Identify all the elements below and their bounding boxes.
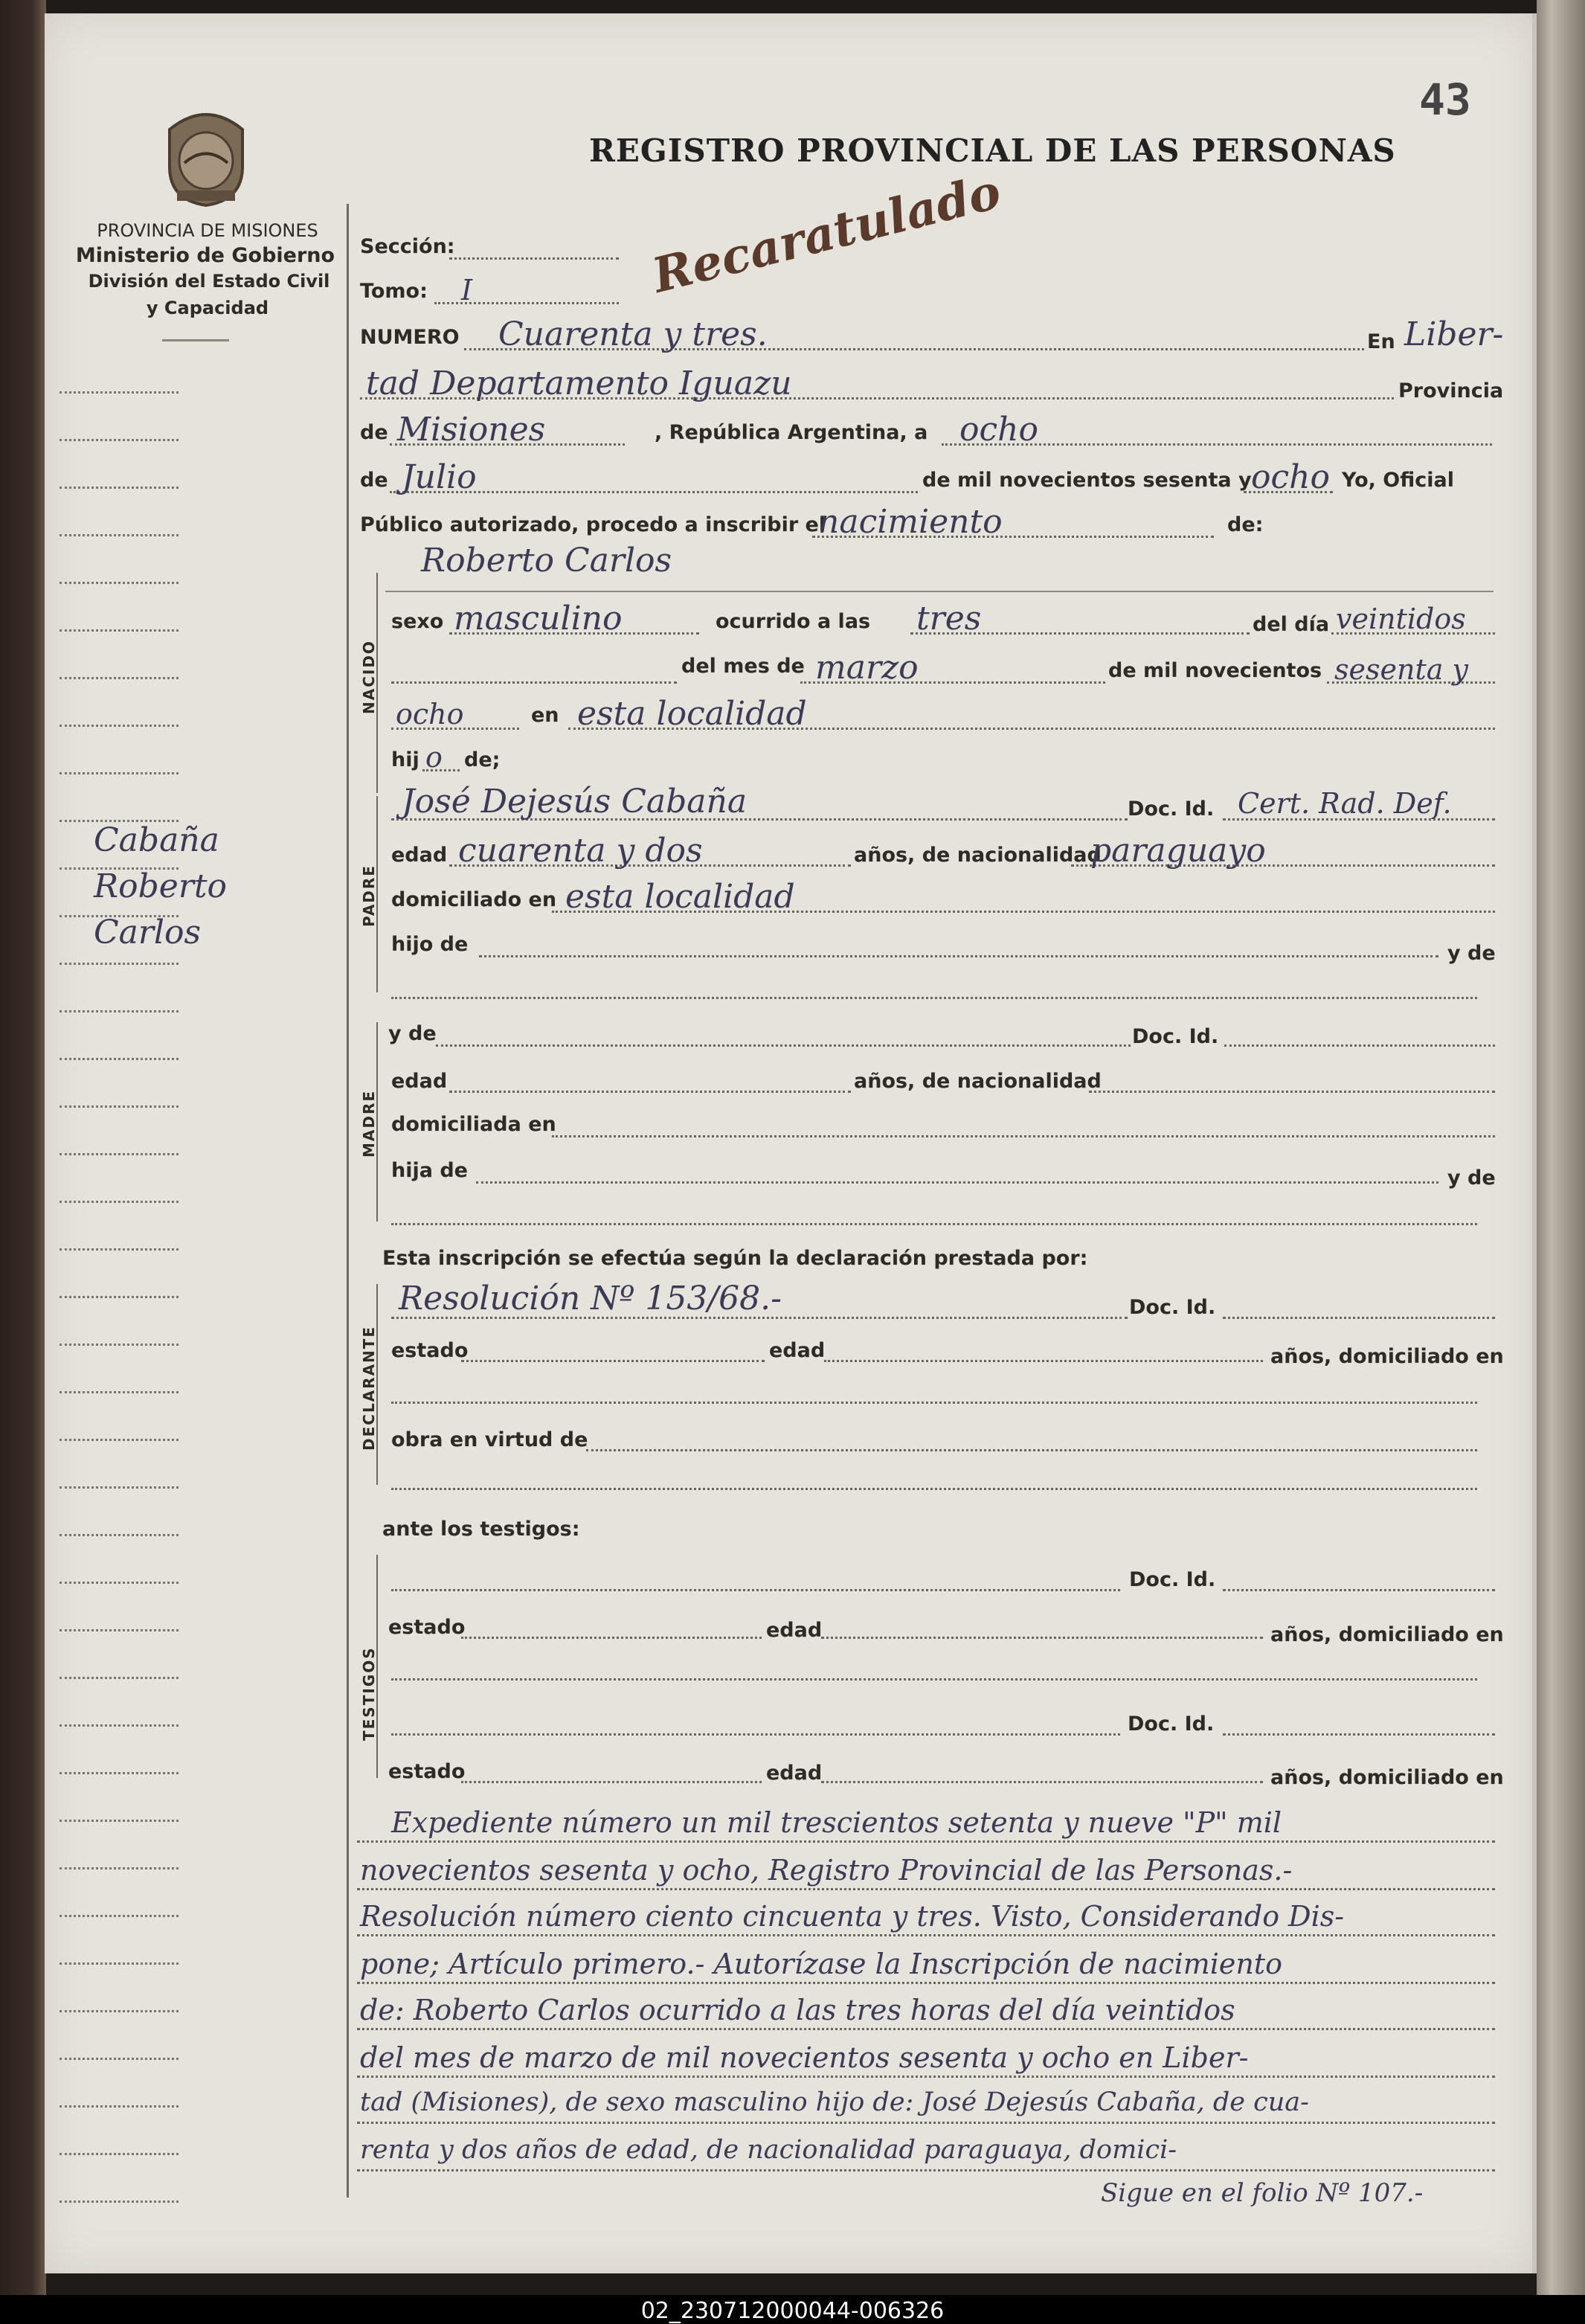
label-de-1: de <box>360 421 388 444</box>
value-padre-nombre: José Dejesús Cabaña <box>402 783 748 821</box>
note-line: novecientos sesenta y ocho, Registro Provincial de las Personas.- <box>360 1854 1293 1887</box>
margin-surname: Cabaña <box>94 821 219 859</box>
note-line: Expediente número un mil trescientos setenta y nueve "P" mil <box>391 1806 1282 1839</box>
provincial-seal-icon <box>155 107 257 208</box>
value-anio-nac: sesenta y <box>1334 653 1468 686</box>
value-en: Liber- <box>1404 315 1504 353</box>
value-mes-nac: marzo <box>815 649 919 687</box>
header-divider <box>162 339 229 341</box>
value-dia: ocho <box>959 411 1038 449</box>
label-declarante-estado: estado <box>391 1339 469 1362</box>
value-anio: ocho <box>1251 458 1330 496</box>
value-acto: nacimiento <box>818 503 1003 541</box>
label-de-2: de <box>360 469 388 492</box>
label-testigo2-edad: edad <box>766 1762 823 1785</box>
margin-name-2: Carlos <box>94 914 202 951</box>
label-testigo1-doc: Doc. Id. <box>1129 1568 1216 1591</box>
label-numero: NUMERO <box>360 326 460 349</box>
page-edges <box>1537 0 1585 2324</box>
label-en: En <box>1367 330 1395 353</box>
label-obra: obra en virtud de <box>391 1428 588 1451</box>
label-provincia: Provincia <box>1398 379 1504 402</box>
value-padre-edad: cuarenta y dos <box>458 832 703 870</box>
page-number: 43 <box>1419 74 1471 125</box>
label-testigo2-anos: años, domiciliado en <box>1270 1766 1504 1789</box>
value-hora: tres <box>916 600 982 638</box>
note-line: tad (Misiones), de sexo masculino hijo de: José Dejesús Cabaña, de cua- <box>360 2087 1309 2117</box>
value-hij-suffix: o <box>425 741 443 774</box>
label-madre-edad: edad <box>391 1070 448 1093</box>
note-line: renta y dos años de edad, de nacionalidad paraguaya, domici- <box>360 2135 1177 2165</box>
label-declarante-doc: Doc. Id. <box>1129 1296 1216 1319</box>
label-padre-nac: años, de nacionalidad <box>854 844 1102 867</box>
label-declarante-anos: años, domiciliado en <box>1270 1345 1504 1368</box>
label-madre-doc: Doc. Id. <box>1132 1025 1219 1048</box>
label-padre-yde: y de <box>1447 942 1496 965</box>
value-numero: Cuarenta y tres. <box>498 315 768 353</box>
label-yo-oficial: Yo, Oficial <box>1342 469 1454 492</box>
label-republica: , República Argentina, a <box>655 421 928 444</box>
label-declarante: DECLARANTE <box>360 1325 378 1451</box>
value-lugar: tad Departamento Iguazu <box>366 365 792 402</box>
label-testigo1-anos: años, domiciliado en <box>1270 1623 1504 1646</box>
label-tomo: Tomo: <box>360 280 428 303</box>
label-testigo2-estado: estado <box>388 1760 466 1783</box>
header-division: División del Estado Civil <box>88 271 330 292</box>
label-de-semi: de; <box>464 748 501 771</box>
label-padre-edad: edad <box>391 844 448 867</box>
value-padre-doc: Cert. Rad. Def. <box>1238 787 1452 820</box>
label-madre-yde: y de <box>388 1022 437 1045</box>
label-testigos-section: TESTIGOS <box>360 1646 378 1741</box>
label-sexo: sexo <box>391 610 444 633</box>
label-padre-hijo: hijo de <box>391 933 469 956</box>
label-nacido: NACIDO <box>360 640 378 714</box>
header-province: PROVINCIA DE MISIONES <box>97 220 318 241</box>
label-padre-doc: Doc. Id. <box>1128 797 1215 821</box>
header-ministry: Ministerio de Gobierno <box>75 244 335 267</box>
label-de-mil: de mil novecientos sesenta y <box>922 469 1252 492</box>
value-mes: Julio <box>402 458 477 496</box>
value-padre-dom: esta localidad <box>565 878 795 916</box>
header-capacity: y Capacidad <box>146 298 269 318</box>
label-testigos: ante los testigos: <box>382 1518 580 1541</box>
label-del-dia: del día <box>1253 613 1330 636</box>
note-line: de: Roberto Carlos ocurrido a las tres horas del día veintidos <box>360 1994 1235 2026</box>
label-ocurrido: ocurrido a las <box>716 610 871 633</box>
label-madre-dom: domiciliada en <box>391 1113 556 1136</box>
continuation-note: Sigue en el folio Nº 107.- <box>1101 2178 1424 2208</box>
label-testigo2-doc: Doc. Id. <box>1128 1712 1215 1736</box>
label-padre-dom: domiciliado en <box>391 888 557 911</box>
label-del-mes: del mes de <box>681 655 805 678</box>
label-de-mil-nov: de mil novecientos <box>1108 659 1322 682</box>
label-publico: Público autorizado, procedo a inscribir el <box>360 513 826 536</box>
value-lugar-nac: esta localidad <box>577 695 807 733</box>
label-testigo1-estado: estado <box>388 1616 466 1639</box>
form-left-border <box>347 204 349 2198</box>
image-id: 02_230712000044-006326 <box>640 2298 945 2324</box>
label-testigo1-edad: edad <box>766 1619 823 1642</box>
label-madre: MADRE <box>360 1089 378 1158</box>
label-seccion: Sección: <box>360 235 455 258</box>
value-declarante: Resolución Nº 153/68.- <box>399 1280 782 1317</box>
label-padre: PADRE <box>360 864 378 927</box>
value-nombre: Roberto Carlos <box>421 542 672 580</box>
value-dia-nac: veintidos <box>1336 603 1466 635</box>
label-madre-hija: hija de <box>391 1159 468 1182</box>
note-line: del mes de marzo de mil novecientos sesenta y ocho en Liber- <box>360 2041 1249 2074</box>
book-binding <box>0 0 46 2324</box>
value-sexo: masculino <box>454 600 623 638</box>
label-de-colon: de: <box>1227 513 1264 536</box>
value-anio-nac-2: ocho <box>396 698 464 731</box>
page-title: REGISTRO PROVINCIAL DE LAS PERSONAS <box>589 132 1396 169</box>
label-hij: hij <box>391 748 419 771</box>
margin-name-1: Roberto <box>94 867 228 905</box>
value-padre-nac: paraguayo <box>1090 832 1266 870</box>
label-madre-nac: años, de nacionalidad <box>854 1070 1102 1093</box>
stamp-recaratulado: Recaratulado <box>647 164 1006 304</box>
label-declarante-edad: edad <box>769 1339 826 1362</box>
label-madre-yde2: y de <box>1447 1166 1496 1190</box>
note-line: Resolución número ciento cincuenta y tres. Visto, Considerando Dis- <box>360 1900 1345 1933</box>
value-tomo: I <box>461 274 473 306</box>
label-en-lower: en <box>531 704 559 727</box>
label-inscripcion: Esta inscripción se efectúa según la declaración prestada por: <box>382 1247 1088 1270</box>
note-line: pone; Artículo primero.- Autorízase la Inscripción de nacimiento <box>360 1948 1283 1980</box>
value-provincia: Misiones <box>397 411 546 449</box>
